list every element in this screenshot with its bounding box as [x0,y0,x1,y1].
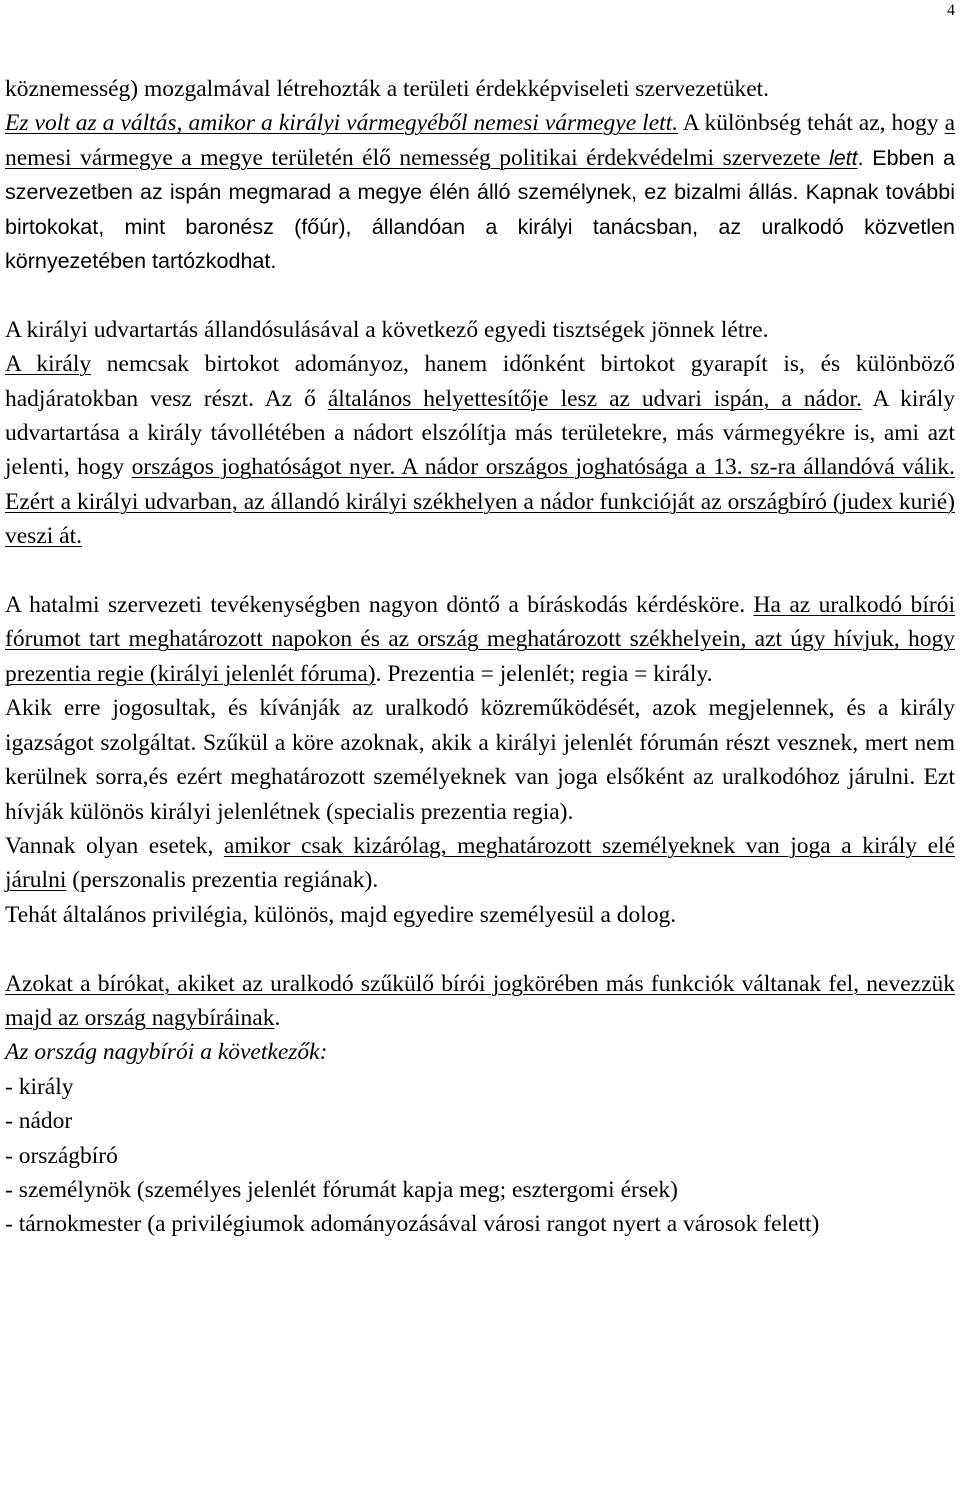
list-item: - személynök (személyes jelenlét fórumát kapja meg; esztergomi érsek) [5,1176,678,1203]
paragraph-summary [5,898,955,932]
text-run: Akik erre jogosultak, és kívánják az uralkodó közreműködését, azok megjelennek, és a király igazságot szolgáltat. Szűkül a köre azoknak, akik a királyi jelenlét fórumán részt vesznek, mert nem kerülnek sorra,és ezért meghatározott személyeknek van joga elsőként az uralkodóhoz járulni. Ezt hívják különös királyi jelenlétnek (specialis prezentia regia). [5,695,955,825]
underlined-text: A király [5,351,92,378]
underlined-text: általános helyettesítője lesz az udvari ispán, a nádor. [327,385,862,412]
paragraph-presence [5,691,955,829]
list-heading [5,1035,955,1069]
underlined-text: amikor csak kizárólag, meghatározott személyeknek van joga a király elé járulni [5,832,955,894]
underlined-text: Ha az uralkodó bírói fórumot tart meghatározott napokon és az ország meghatározott székhelyein, azt úgy hívjuk, hogy prezentia regie (királyi jelenlét fóruma) [5,592,955,687]
paragraph-gap [5,932,955,966]
text-run: A hatalmi szervezeti tevékenységben nagyon döntő a bíráskodás kérdésköre. [5,592,754,619]
list-item: - nádor [5,1108,73,1135]
text-run: Vannak olyan esetek, [5,832,224,859]
paragraph-high-judges [5,967,955,1036]
text-run: Tehát általános privilégia, különös, majd egyedire személyesül a dolog. [5,901,677,928]
document-body [5,72,955,1242]
underlined-italic-text: Ez volt az a váltás, amikor a királyi vármegyéből nemesi vármegye lett. [5,110,679,137]
underlined-italic-text: lett [828,145,858,170]
page-number: 4 [947,2,955,19]
underlined-text: Azokat a bírókat, akiket az uralkodó szűkülő bírói jogkörében más funkciók váltanak fel, nevezzük majd az ország nagybíráinak [5,970,955,1031]
text-run: A király udvartartása a király távollétében a nádort elszólítja más területekre, más vármegyékre is, ami azt jelenti, hogy [5,385,955,481]
list-item: - tárnokmester (a privilégiumok adományozásával városi rangot nyert a városok felett) [5,1211,820,1238]
text-run: köznemesség) mozgalmával létrehozták a területi érdekképviseleti szervezetüket. [5,76,770,102]
text-run: nemcsak birtokot adományoz, hanem időnként birtokot gyarapít is, és különböző hadjáratokban vesz részt. Az ő [5,351,955,412]
list-item: - király [5,1073,74,1100]
paragraph-judiciary [5,588,955,691]
paragraph-royal-court [5,313,955,554]
italic-text: Az ország nagybírói a következők: [5,1039,328,1066]
text-run: (perszonalis prezentia regiának). [66,867,379,894]
underlined-text: országos joghatóságot nyer. A nádor országos joghatósága a 13. sz-ra állandóvá válik. [131,454,955,481]
text-run: . Prezentia = jelenlét; regia = király. [375,660,713,687]
list-item: - országbíró [5,1142,118,1169]
paragraph-intro [5,72,955,278]
underlined-text: Ezért a királyi udvarban, az állandó királyi székhelyen a nádor funkcióját az országbíró (judex kurié) veszi át. [5,488,955,550]
text-run: A királyi udvartartás állandósulásával a következő egyedi tisztségek jönnek létre. [5,316,769,343]
underlined-text: a nemesi vármegye a megye területén élő nemesség politikai érdekvédelmi szervezete [5,110,955,171]
paragraph-gap [5,278,955,312]
text-run: . Ebben a szervezetben az ispán megmarad a megye élén álló személynek, ez bizalmi állás. Kapnak további birtokokat, mint baronész (főúr), állandóan a királyi tanácsban, az uralkodó közvetlen környezetében tartózkodhat. [5,145,955,274]
paragraph-gap [5,554,955,588]
paragraph-personal-presence [5,829,955,898]
text-run: . [274,1004,281,1031]
text-run: A különbség tehát az, hogy [678,110,945,137]
